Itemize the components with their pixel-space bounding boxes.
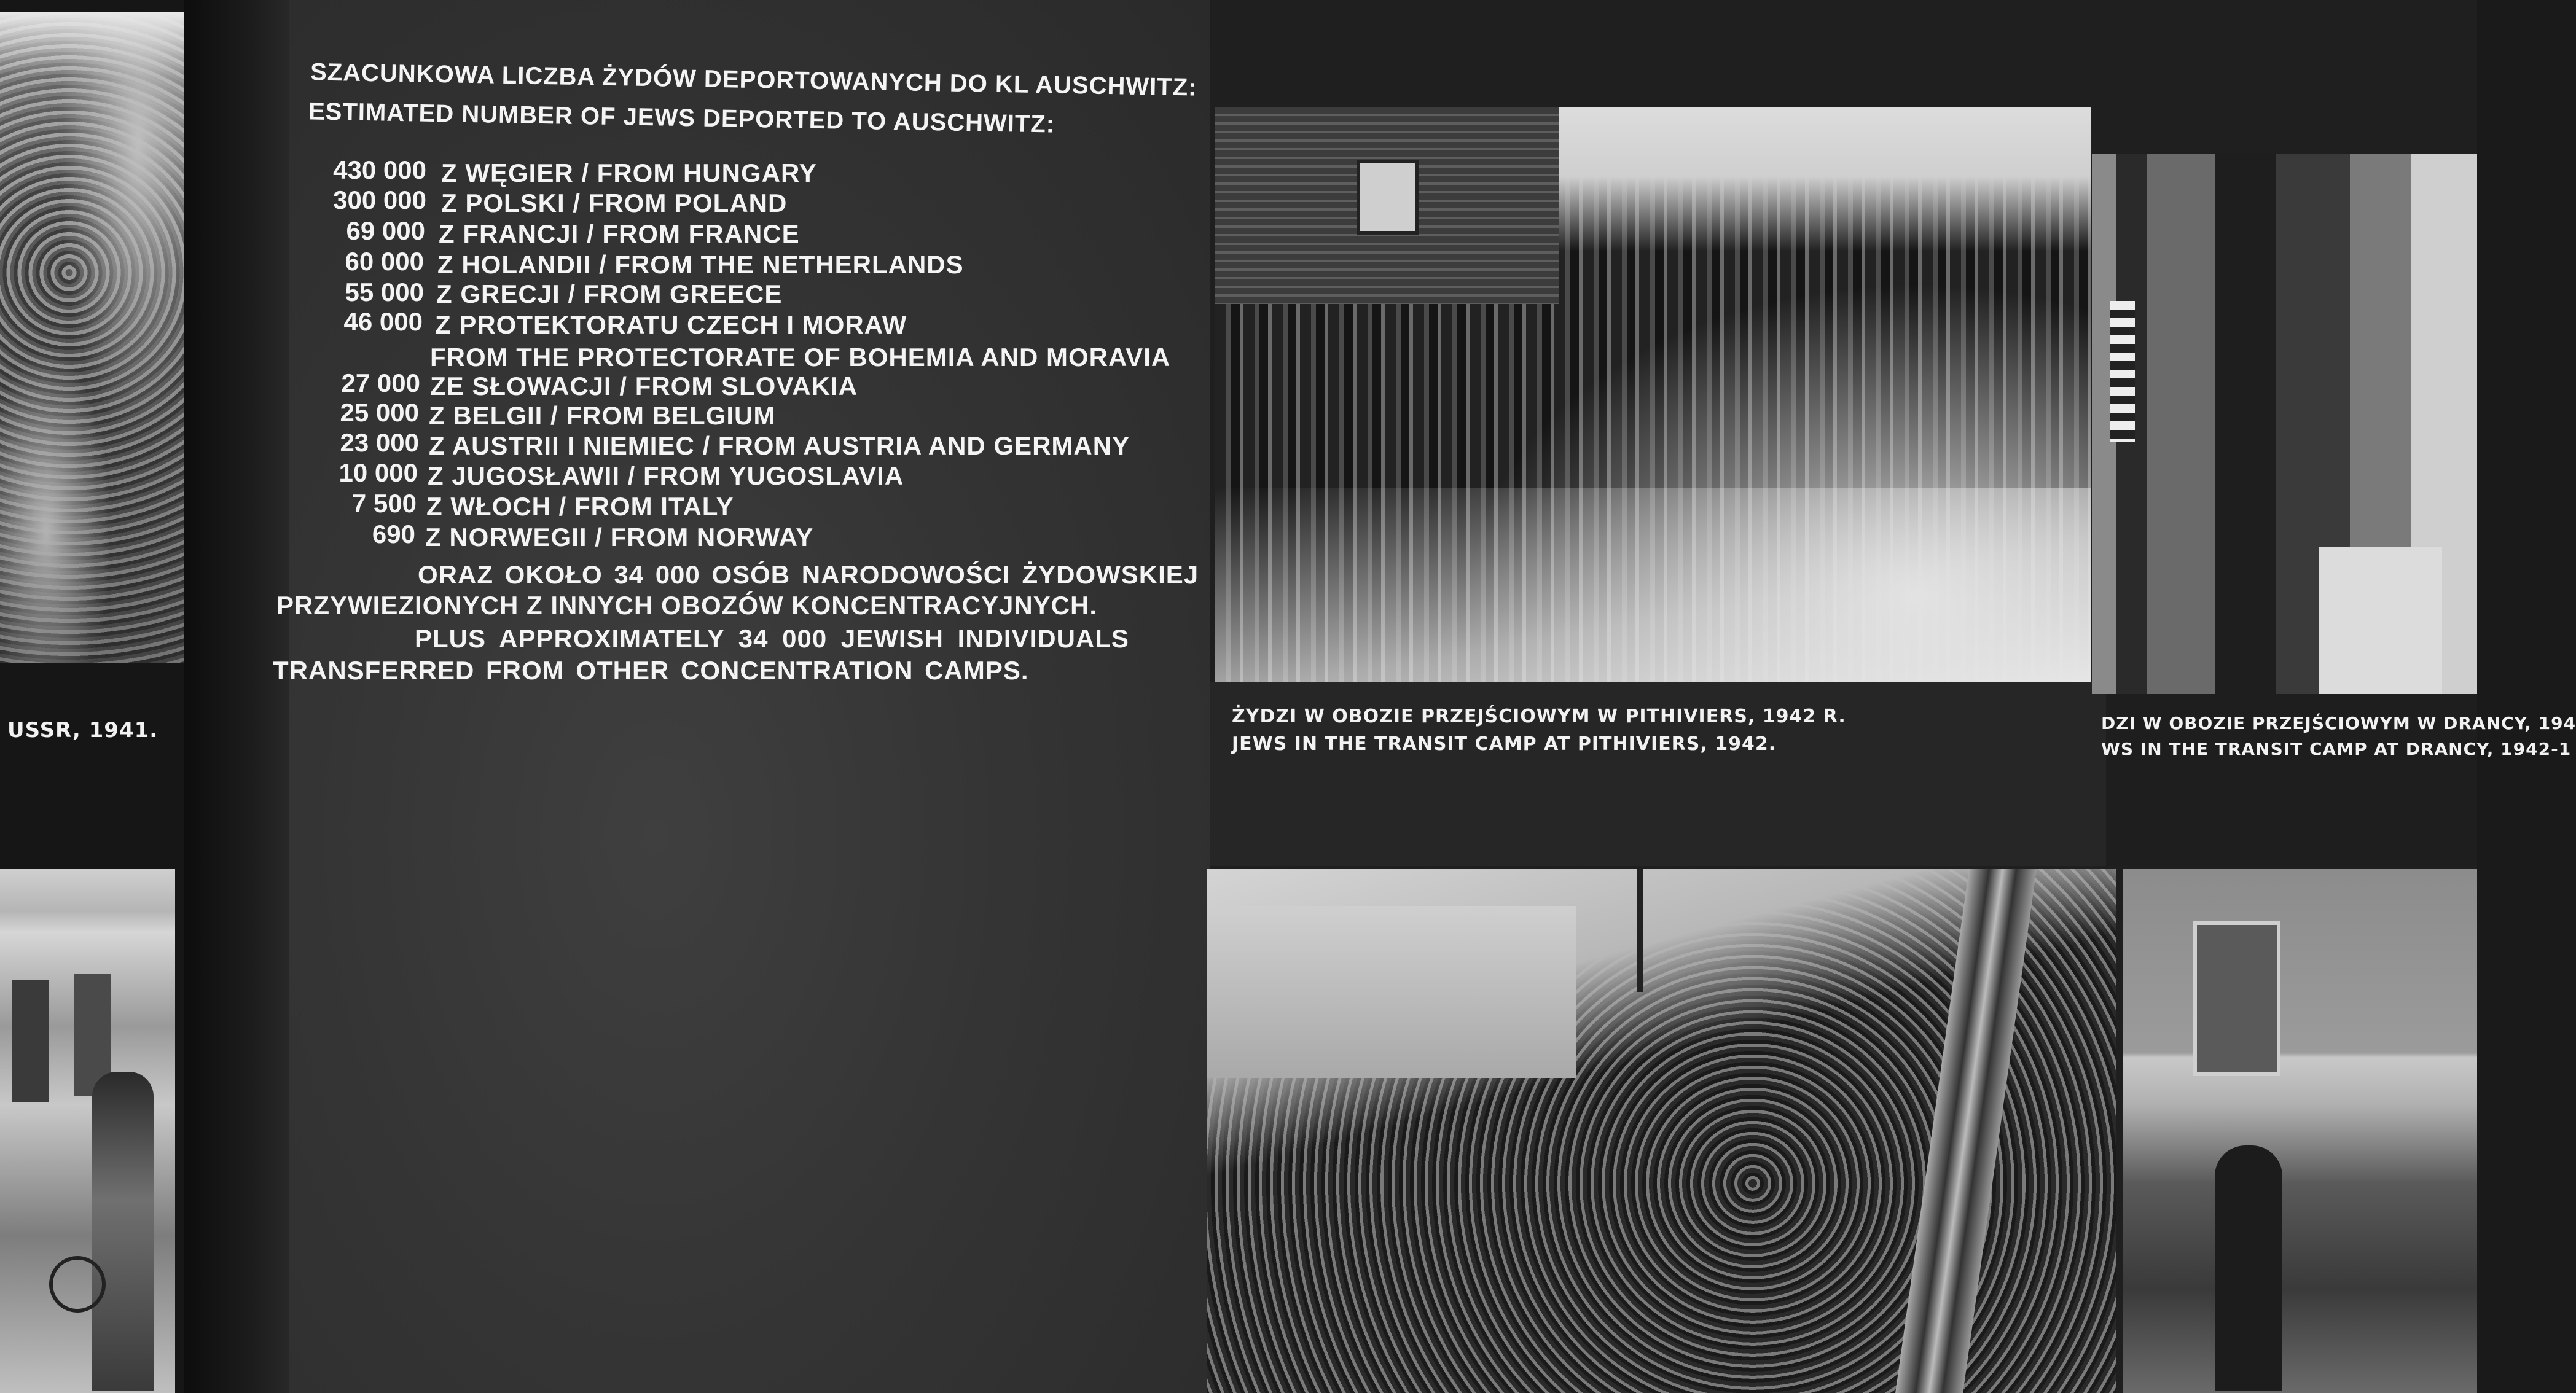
board-edge-shadow <box>184 0 295 1393</box>
ground <box>1215 488 2091 682</box>
deportation-origin: Z GRECJI / FROM GREECE <box>436 279 783 308</box>
deportation-number: 10 000 <box>339 458 418 487</box>
deportation-origin: Z FRANCJI / FROM FRANCE <box>439 219 800 248</box>
deportation-origin: Z WŁOCH / FROM ITALY <box>426 492 734 521</box>
deportation-number: 690 <box>372 520 415 548</box>
deportation-number: 300 000 <box>333 185 426 214</box>
fence-post <box>1637 869 1643 992</box>
deportation-number: 46 000 <box>343 307 423 336</box>
deportation-number: 27 000 <box>341 369 420 397</box>
deportation-origin: Z PROTEKTORATU CZECH I MORAW <box>435 310 907 339</box>
board-title-english: ESTIMATED NUMBER OF JEWS DEPORTED TO AUSCHWITZ: <box>308 98 1055 138</box>
deportation-origin: Z WĘGIER / FROM HUNGARY <box>441 158 817 187</box>
deportation-column-photo <box>1207 869 2116 1393</box>
deportation-origin: Z HOLANDII / FROM THE NETHERLANDS <box>437 250 964 279</box>
deportation-origin: Z POLSKI / FROM POLAND <box>441 189 788 217</box>
statistics-board <box>273 0 1210 1393</box>
drancy-caption-polish: DZI W OBOZIE PRZEJŚCIOWYM W DRANCY, 194 <box>2101 713 2576 733</box>
rail-track <box>1895 869 2037 1393</box>
deportation-number: 25 000 <box>340 398 419 427</box>
deportation-number: 60 000 <box>345 247 424 276</box>
deportation-origin: Z JUGOSŁAWII / FROM YUGOSLAVIA <box>428 461 904 490</box>
pithiviers-camp-photo <box>1215 107 2091 682</box>
barrack-window <box>1357 160 1419 235</box>
deportation-number: 69 000 <box>346 216 425 245</box>
white-trousers <box>2319 547 2442 694</box>
field <box>1207 906 1576 1078</box>
deportation-number: 430 000 <box>333 155 426 184</box>
left-photo-caption: USSR, 1941. <box>7 718 159 743</box>
pithiviers-caption-english: JEWS IN THE TRANSIT CAMP AT PITHIVIERS, 1942. <box>1232 733 1777 755</box>
building-photo-right <box>2123 869 2477 1393</box>
note-polish-line-2: PRZYWIEZIONYCH Z INNYCH OBOZÓW KONCENTRACYJNYCH. <box>276 591 1098 620</box>
note-english-line-1: PLUS APPROXIMATELY 34 000 JEWISH INDIVIDUALS <box>415 624 1129 653</box>
deportation-number: 55 000 <box>345 278 424 306</box>
drancy-camp-photo <box>2092 154 2477 694</box>
note-english-line-2: TRANSFERRED FROM OTHER CONCENTRATION CAMPS. <box>273 656 1029 685</box>
pithiviers-caption-polish: ŻYDZI W OBOZIE PRZEJŚCIOWYM W PITHIVIERS, 1942 R. <box>1232 706 1846 727</box>
person-figure <box>2215 1145 2282 1391</box>
drancy-caption-english: WS IN THE TRANSIT CAMP AT DRANCY, 1942-1 <box>2101 739 2572 759</box>
deportation-origin: Z BELGII / FROM BELGIUM <box>429 401 776 430</box>
deportation-number: 7 500 <box>351 489 417 518</box>
street-photo-left <box>0 869 175 1393</box>
striped-scarf <box>2110 301 2135 442</box>
deportation-origin: FROM THE PROTECTORATE OF BOHEMIA AND MORAVIA <box>430 343 1171 372</box>
board-title-polish: SZACUNKOWA LICZBA ŻYDÓW DEPORTOWANYCH DO KL AUSCHWITZ: <box>310 58 1197 101</box>
note-polish-line-1: ORAZ OKOŁO 34 000 OSÓB NARODOWOŚCI ŻYDOWSKIEJ <box>418 560 1199 589</box>
deportation-origin: Z AUSTRII I NIEMIEC / FROM AUSTRIA AND GERMANY <box>429 431 1130 460</box>
deportation-origin: Z NORWEGII / FROM NORWAY <box>425 523 814 552</box>
deportation-origin: ZE SŁOWACJI / FROM SLOVAKIA <box>430 372 858 400</box>
deportation-number: 23 000 <box>340 428 419 457</box>
building-window <box>2193 921 2280 1076</box>
